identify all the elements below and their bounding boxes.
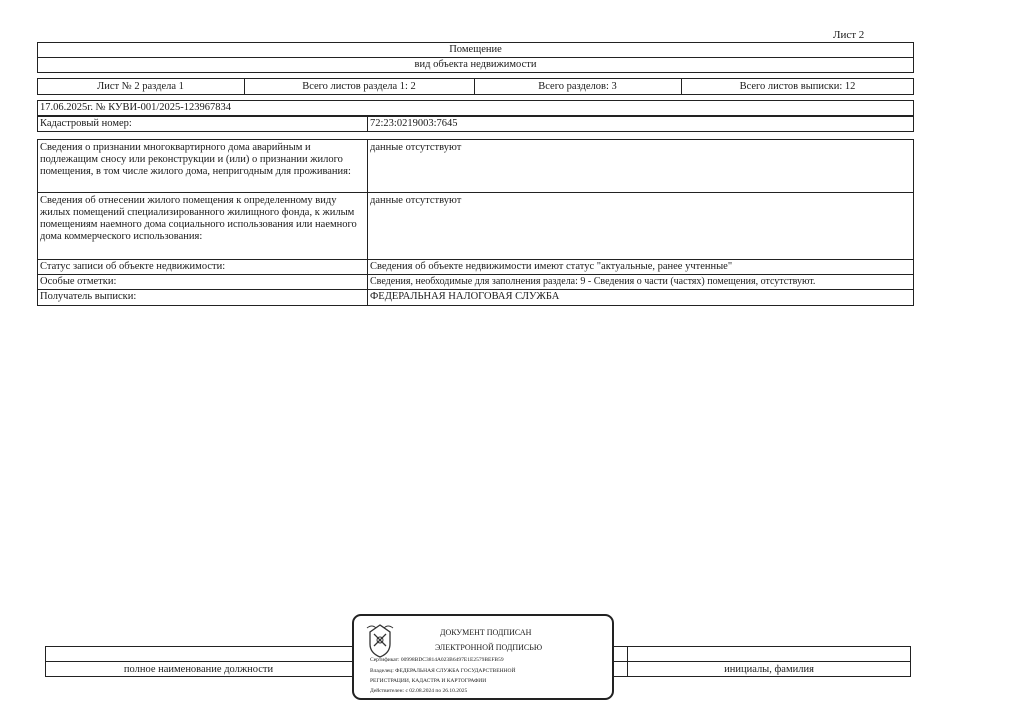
total-sections: Всего разделов: 3 <box>538 81 617 92</box>
initials-caption: инициалы, фамилия <box>724 664 814 675</box>
page-title: Помещение <box>449 44 502 55</box>
total-sheets-section: Всего листов раздела 1: 2 <box>302 81 416 92</box>
position-caption: полное наименование должности <box>123 664 274 675</box>
cadastral-value: 72:23:0219003:7645 <box>370 118 458 129</box>
specialized-fund-label: Сведения об отнесении жилого помещения к определенному виду жилых помещений специализированного жилищного фонда, к жилым помещениям наемного дома социального использования или наемного дома коммерческого использования: <box>40 195 357 242</box>
cadastral-divider <box>367 116 368 132</box>
emergency-status-label: Сведения о признании многоквартирного дома аварийным и подлежащим сносу или реконструкции и (или) о признании жилого помещения, в том числе жилого дома, непригодным для проживания: <box>40 142 351 177</box>
stamp-e-signature-line: ЭЛЕКТРОННОЙ ПОДПИСЬЮ <box>435 643 543 652</box>
emblem-icon <box>364 622 396 660</box>
total-sheets-extract: Всего листов выписки: 12 <box>739 81 856 92</box>
record-status-value: Сведения об объекте недвижимости имеют статус "актуальные, ранее учтенные" <box>370 261 733 272</box>
emergency-status-value: данные отсутствуют <box>370 142 462 153</box>
page-label: Лист 2 <box>833 29 865 41</box>
stamp-owner-continued: РЕГИСТРАЦИИ, КАДАСТРА И КАРТОГРАФИИ <box>370 678 487 684</box>
recipient-label: Получатель выписки: <box>40 291 137 302</box>
object-type-caption: вид объекта недвижимости <box>414 59 537 70</box>
stamp-signed-line: ДОКУМЕНТ ПОДПИСАН <box>440 628 532 637</box>
details-row-divider <box>37 274 914 275</box>
recipient-value: ФЕДЕРАЛЬНАЯ НАЛОГОВАЯ СЛУЖБА <box>370 291 560 302</box>
cadastral-label: Кадастровый номер: <box>40 118 132 129</box>
doc-reference: 17.06.2025г. № КУВИ-001/2025-123967834 <box>40 102 231 113</box>
special-notes-label: Особые отметки: <box>40 276 117 287</box>
e-signature-stamp <box>352 614 614 700</box>
stamp-owner: Владелец: ФЕДЕРАЛЬНАЯ СЛУЖБА ГОСУДАРСТВЕННОЙ <box>370 668 516 674</box>
stamp-validity: Действителен: с 02.08.2024 по 26.10.2025 <box>370 688 468 694</box>
stamp-certificate: Сертификат: 00998BDC3814A023B6497E1E2579BEFB59 <box>370 657 504 663</box>
sheet-number: Лист № 2 раздела 1 <box>97 81 184 92</box>
details-row-divider <box>37 259 914 260</box>
details-row-divider <box>37 289 914 290</box>
specialized-fund-value: данные отсутствуют <box>370 195 462 206</box>
header-divider <box>37 57 914 58</box>
details-row-divider <box>37 192 914 193</box>
record-status-label: Статус записи об объекте недвижимости: <box>40 261 226 272</box>
cadastral-row <box>37 116 914 132</box>
details-column-divider <box>367 139 368 306</box>
special-notes-value: Сведения, необходимые для заполнения раздела: 9 - Сведения о части (частях) помещения, отсутствуют. <box>370 276 816 287</box>
